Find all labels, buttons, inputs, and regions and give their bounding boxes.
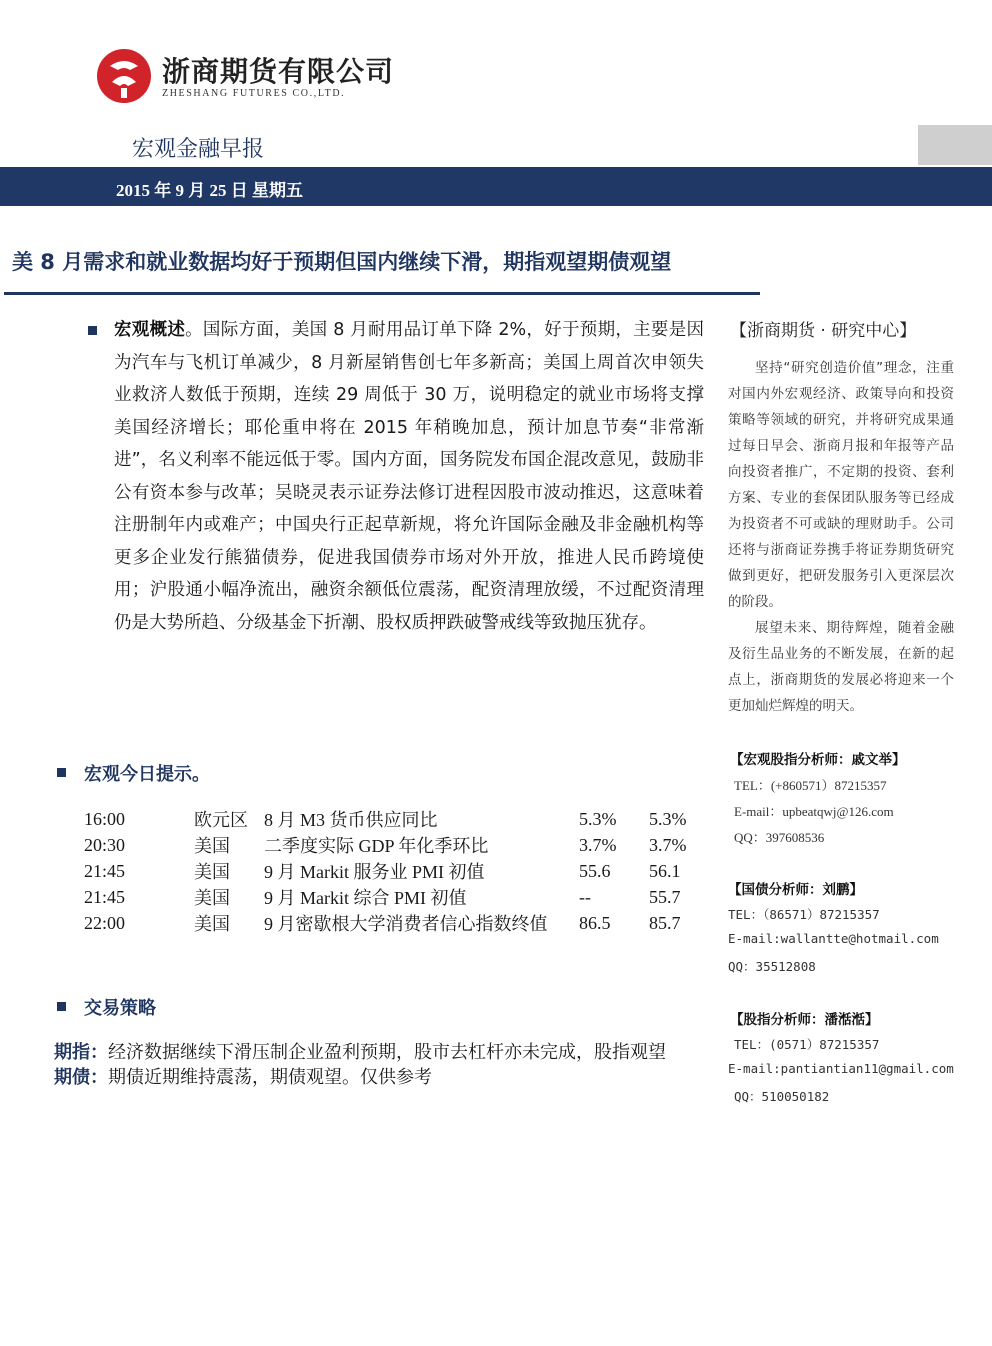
cell-time: 20:30 [84, 834, 126, 855]
cell-previous: 55.6 [579, 860, 611, 881]
analyst-tel: TEL：(0571）87215357 [734, 1037, 880, 1052]
cell-region: 美国 [194, 914, 230, 934]
calendar-row [84, 832, 704, 858]
company-logo-icon [96, 48, 152, 104]
analyst-qq: QQ：397608536 [734, 830, 825, 845]
sidebar-paragraph: 展望未来、期待辉煌，随着金融及衍生品业务的不断发展，在新的起点上，浙商期货的发展必将迎来一个更加灿烂辉煌的明天。 [728, 620, 954, 714]
cell-forecast: 55.7 [649, 886, 681, 907]
analyst-name: 【股指分析师：潘湉湉】 [730, 1012, 879, 1028]
analyst-name: 【国债分析师：刘鹏】 [728, 882, 863, 898]
calendar-row [84, 884, 704, 910]
strategy-item-index [54, 1040, 704, 1065]
analyst-qq: QQ：510050182 [734, 1089, 830, 1104]
cell-time: 21:45 [84, 860, 126, 881]
strategy-heading: 交易策略 [84, 998, 156, 1019]
today-heading: 宏观今日提示。 [84, 764, 210, 785]
decorative-block [918, 125, 992, 165]
date-bar [0, 167, 992, 206]
bullet-icon [88, 326, 97, 335]
strategy-text: 经济数据继续下滑压制企业盈利预期，股市去杠杆亦未完成，股指观望 [108, 1042, 666, 1063]
cell-event: 8 月 M3 货币供应同比 [264, 810, 438, 830]
report-type: 宏观金融早报 [132, 137, 265, 162]
analyst-email: E-mail:pantiantian11@gmail.com [728, 1061, 954, 1076]
cell-forecast: 5.3% [649, 808, 687, 829]
company-name-en: ZHESHANG FUTURES CO.,LTD. [162, 88, 346, 99]
strategy-text: 期债近期维持震荡，期债观望。仅供参考 [108, 1067, 432, 1088]
analyst-qq: QQ：35512808 [728, 959, 816, 974]
cell-event: 二季度实际 GDP 年化季环比 [264, 836, 489, 856]
cell-time: 22:00 [84, 912, 126, 933]
cell-region: 美国 [194, 862, 230, 882]
strategy-list [54, 1040, 704, 1090]
overview-label: 宏观概述 [114, 320, 186, 340]
cell-time: 21:45 [84, 886, 126, 907]
strategy-item-bond [54, 1065, 704, 1090]
cell-forecast: 56.1 [649, 860, 681, 881]
cell-previous: 86.5 [579, 912, 611, 933]
cell-event: 9 月 Markit 综合 PMI 初值 [264, 888, 467, 908]
cell-previous: -- [579, 886, 591, 907]
analyst-email: E-mail：upbeatqwj@126.com [734, 804, 894, 819]
cell-region: 欧元区 [194, 810, 248, 830]
headline-divider [4, 292, 760, 295]
cell-previous: 5.3% [579, 808, 617, 829]
strategy-label: 期债： [54, 1067, 108, 1088]
cell-event: 9 月密歇根大学消费者信心指数终值 [264, 914, 548, 934]
sidebar-title: 【浙商期货 · 研究中心】 [730, 321, 917, 341]
cell-forecast: 85.7 [649, 912, 681, 933]
strategy-label: 期指： [54, 1042, 108, 1063]
report-date: 2015 年 9 月 25 日 星期五 [116, 181, 303, 200]
economic-calendar [84, 806, 704, 936]
company-name-cn: 浙商期货有限公司 [162, 55, 395, 88]
cell-region: 美国 [194, 836, 230, 856]
sidebar-intro [728, 355, 954, 719]
headline: 美 8 月需求和就业数据均好于预期但国内继续下滑，期指观望期债观望 [12, 250, 672, 274]
analyst-tel: TEL：（86571）87215357 [728, 907, 880, 922]
calendar-row [84, 910, 704, 936]
calendar-row [84, 806, 704, 832]
cell-time: 16:00 [84, 808, 126, 829]
analyst-name: 【宏观股指分析师：戚文举】 [730, 752, 906, 768]
overview-text: 。国际方面，美国 8 月耐用品订单下降 2%，好于预期，主要是因为汽车与飞机订单减少，8 月新屋销售创七年多新高；美国上周首次申领失业救济人数低于预期，连续 29 周低于 30 万，说明稳定的就业市场将支撑美国经济增长；耶伦重申将在 2015 年稍晚加息，预计加息节奏“非常渐进”，名义利率不能远低于零。国内方面，国务院发布国企混改意见，鼓励非公有资本参与改革；吴晓灵表示证券法修订进程因股市波动推迟，这意味着注册制年内或难产；中国央行正起草新规，将允许国际金融及非金融机构等更多企业发行熊猫债券，促进我国债券市场对外开放，推进人民币跨境使用；沪股通小幅净流出，融资余额低位震荡，配资清理放缓，不过配资清理仍是大势所趋、分级基金下折潮、股权质押跌破警戒线等致抛压犹存。 [114, 320, 704, 633]
cell-region: 美国 [194, 888, 230, 908]
cell-event: 9 月 Markit 服务业 PMI 初值 [264, 862, 485, 882]
calendar-row [84, 858, 704, 884]
cell-previous: 3.7% [579, 834, 617, 855]
macro-overview [114, 314, 704, 639]
sidebar-paragraph: 坚持“研究创造价值”理念，注重对国内外宏观经济、政策导向和投资策略等领域的研究，并将研究成果通过每日早会、浙商月报和年报等产品向投资者推广，不定期的投资、套利方案、专业的套保团队服务等已经成为投资者不可或缺的理财助手。公司还将与浙商证券携手将证券期货研究做到更好，把研发服务引入更深层次的阶段。 [728, 360, 954, 610]
bullet-icon [57, 1002, 66, 1011]
bullet-icon [57, 768, 66, 777]
analyst-email: E-mail:wallantte@hotmail.com [728, 931, 939, 946]
cell-forecast: 3.7% [649, 834, 687, 855]
analyst-tel: TEL：(+860571）87215357 [734, 778, 887, 793]
